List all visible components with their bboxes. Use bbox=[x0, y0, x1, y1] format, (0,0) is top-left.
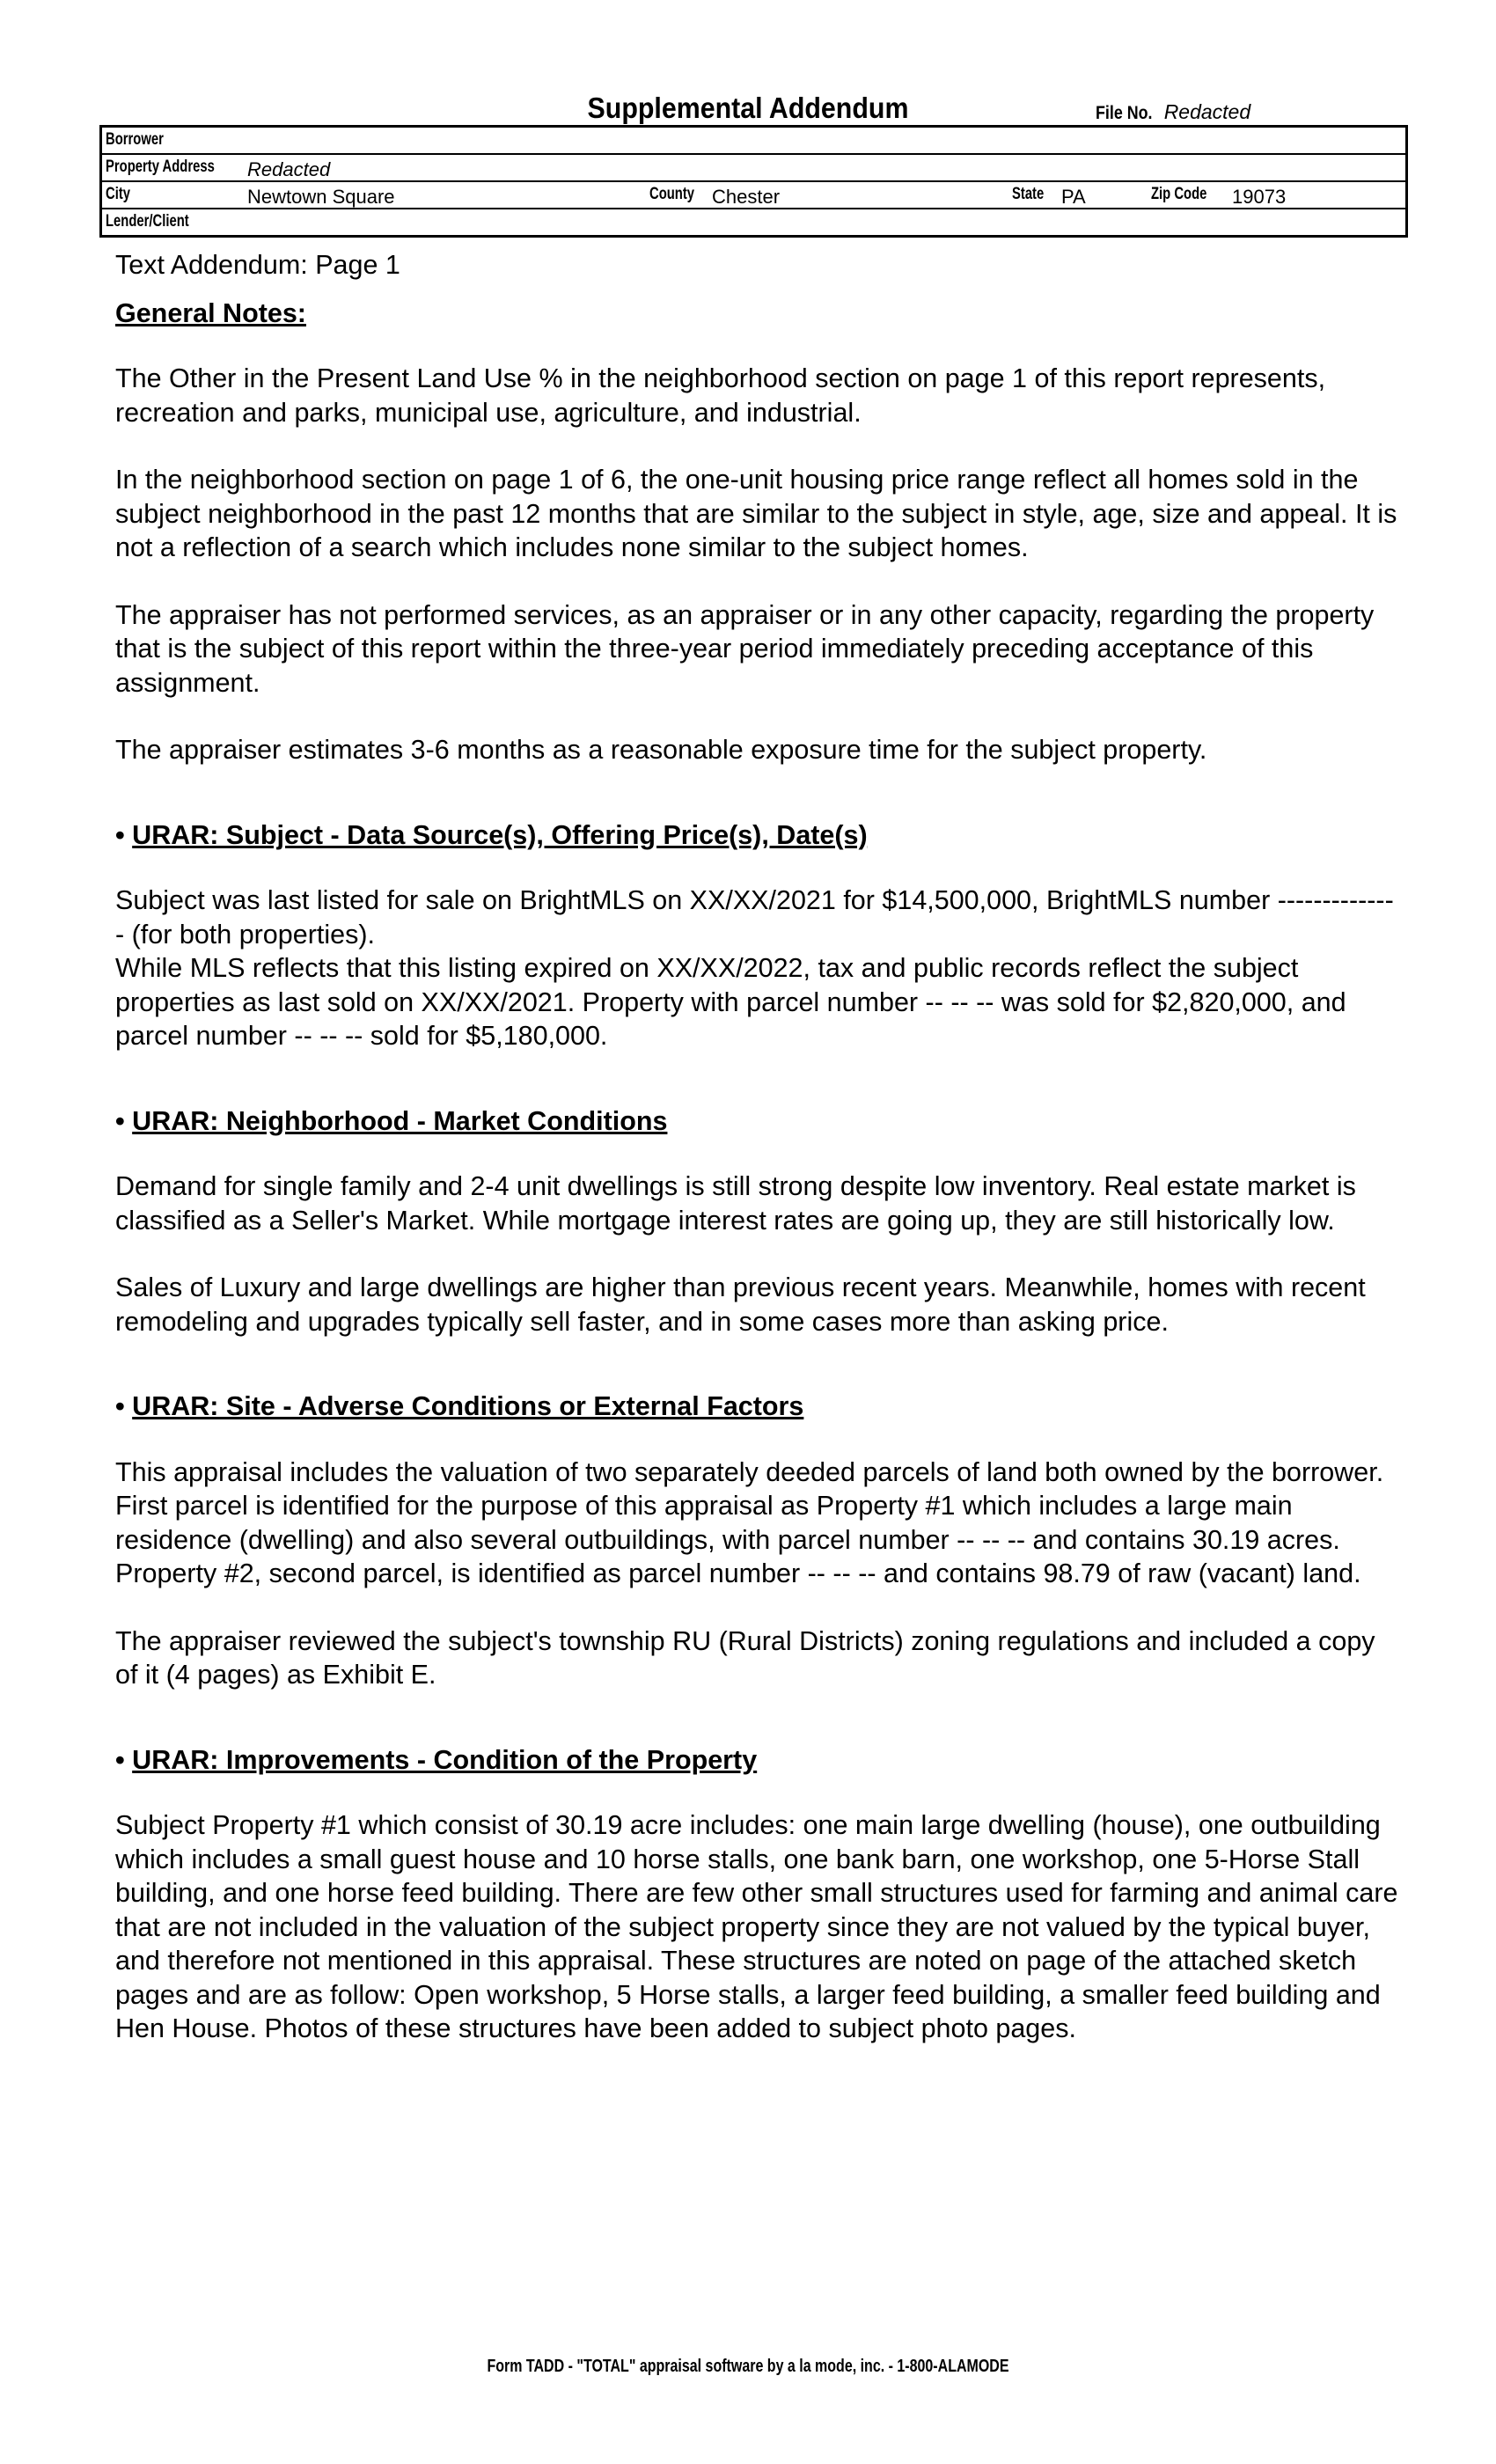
property-address-value: Redacted bbox=[247, 158, 331, 180]
zip-label: Zip Code bbox=[1151, 185, 1207, 203]
bullet: • bbox=[115, 819, 125, 850]
bullet: • bbox=[115, 1391, 125, 1421]
general-note: In the neighborhood section on page 1 of 6, the one-unit housing price range reflect all homes sold in the subject neighborhood in the past 12 months that are similar to the subject in style, age, size and appeal. It is not a reflection of a search which includes none similar to the subject homes. bbox=[115, 465, 1397, 562]
property-address-label: Property Address bbox=[106, 158, 215, 176]
form-footer: Form TADD - "TOTAL" appraisal software by a la mode, inc. - 1-800-ALAMODE bbox=[487, 2357, 1009, 2376]
section-paragraph: Sales of Luxury and large dwellings are higher than previous recent years. Meanwhile, homes with recent remodeling and upgrades typically sell faster, and in some cases more than asking price. bbox=[115, 1272, 1366, 1337]
bullet: • bbox=[115, 1105, 125, 1136]
city-row bbox=[102, 182, 1405, 209]
file-number-value: Redacted bbox=[1163, 100, 1251, 123]
section-heading-improvements bbox=[115, 1743, 1400, 1778]
borrower-label: Borrower bbox=[106, 130, 164, 149]
general-note: The Other in the Present Land Use % in the neighborhood section on page 1 of this report represents, recreation and parks, municipal use, agriculture, and industrial. bbox=[115, 363, 1326, 428]
section-heading-site bbox=[115, 1390, 1400, 1424]
lender-row bbox=[102, 209, 1405, 237]
section-heading-text: URAR: Neighborhood - Market Conditions bbox=[132, 1105, 668, 1136]
borrower-row bbox=[102, 128, 1405, 155]
section-paragraph: Demand for single family and 2-4 unit dwellings is still strong despite low inventory. Real estate market is classified as a Seller's Market. While mortgage interest rates are going up, they are still historically low. bbox=[115, 1171, 1356, 1236]
file-number-label: File No. bbox=[1096, 103, 1153, 123]
general-note: The appraiser has not performed services, as an appraiser or in any other capacity, regarding the property that is the subject of this report within the three-year period immediately preceding acceptance of this assignment. bbox=[115, 599, 1375, 698]
bullet: • bbox=[115, 1744, 125, 1775]
section-paragraph: The appraiser reviewed the subject's township RU (Rural Districts) zoning regulations and included a copy of it (4 pages) as Exhibit E. bbox=[115, 1625, 1375, 1690]
addendum-body bbox=[115, 248, 1400, 2046]
section-paragraph: While MLS reflects that this listing expired on XX/XX/2022, tax and public records reflect the subject properties as last sold on XX/XX/2021. Property with parcel number -- -- -- was sold for $2,820,000, and parcel number -- -- -- sold for $5,180,000. bbox=[115, 953, 1346, 1051]
section-paragraph: Subject was last listed for sale on BrightMLS on XX/XX/2021 for $14,500,000, BrightMLS number -------------- (for both properties). bbox=[115, 885, 1394, 950]
county-label: County bbox=[649, 185, 695, 203]
section-heading-text: URAR: Site - Adverse Conditions or External Factors bbox=[132, 1391, 804, 1421]
zip-value: 19073 bbox=[1232, 186, 1287, 208]
section-paragraph: This appraisal includes the valuation of two separately deeded parcels of land both owned by the borrower. First parcel is identified for the purpose of this appraisal as Property #1 which includes a large main residence (dwelling) and also several outbuildings, with parcel number -- -- -- and contains 30.19 acres. Property #2, second parcel, is identified as parcel number -- -- -- and contains 98.79 of raw (vacant) land. bbox=[115, 1456, 1384, 1588]
section-heading-text: URAR: Improvements - Condition of the Property bbox=[132, 1744, 758, 1775]
section-heading-subject bbox=[115, 818, 1400, 853]
city-label: City bbox=[106, 185, 131, 203]
page-title: Supplemental Addendum bbox=[587, 92, 909, 124]
state-value: PA bbox=[1061, 186, 1086, 208]
general-notes-heading: General Notes: bbox=[115, 297, 306, 328]
section-heading-text: URAR: Subject - Data Source(s), Offering Price(s), Date(s) bbox=[132, 819, 868, 850]
county-value: Chester bbox=[712, 186, 781, 208]
page-label: Text Addendum: Page 1 bbox=[115, 250, 400, 280]
state-label: State bbox=[1012, 185, 1045, 203]
lender-label: Lender/Client bbox=[106, 212, 189, 231]
general-note: The appraiser estimates 3-6 months as a reasonable exposure time for the subject property. bbox=[115, 735, 1207, 765]
header-table bbox=[99, 125, 1408, 238]
city-value: Newtown Square bbox=[247, 186, 395, 208]
section-paragraph: Subject Property #1 which consist of 30.19 acre includes: one main large dwelling (house), one outbuilding which includes a small guest house and 10 horse stalls, one bank barn, one workshop, one 5-Horse Stall building, and one horse feed building. There are few other small structures used for farming and animal care that are not included in the valuation of the subject property since they are not valued by the typical buyer, and therefore not mentioned in this appraisal. These structures are noted on page of the attached sketch pages and are as follow: Open workshop, 5 Horse stalls, a larger feed building, a smaller feed building and Hen House. Photos of these structures have been added to subject photo pages. bbox=[115, 1810, 1398, 2043]
property-address-row bbox=[102, 155, 1405, 182]
file-number bbox=[1096, 100, 1250, 124]
section-heading-neighborhood bbox=[115, 1104, 1400, 1139]
